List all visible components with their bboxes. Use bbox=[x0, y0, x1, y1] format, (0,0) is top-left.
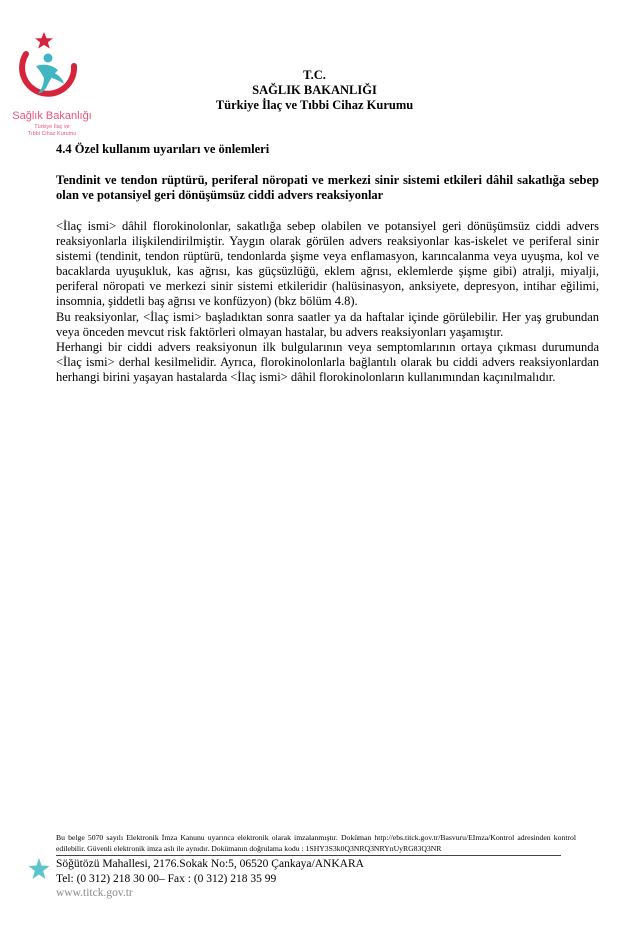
footer-address: Söğütözü Mahallesi, 2176.Sokak No:5, 06520 Çankaya/ANKARA bbox=[56, 858, 364, 870]
logo-title: Sağlık Bakanlığı bbox=[12, 110, 92, 122]
paragraph-2: Bu reaksiyonlar, <İlaç ismi> başladıktan sonra saatler ya da haftalar içinde görülebilir. Her yaş grubundan veya önceden mevcut risk faktörleri olmayan hastalar, bu advers reaksiyonları yaşamıştır. bbox=[56, 309, 599, 339]
section-title: 4.4 Özel kullanım uyarıları ve önlemleri bbox=[56, 142, 270, 156]
e-signature-note: Bu belge 5070 sayılı Elektronik İmza Kanunu uyarınca elektronik olarak imzalanmıştır. Doküman http://ebs.titck.gov.tr/Basvuru/EImza/Kontrol adresinden kontrol edilebilir. Güvenli elektronik imza aslı ile aynıdır. Dokümanın doğrulama kodu : 1SHY3S3k0Q3NRQ3NRYnUyRG83Q3NR bbox=[56, 833, 576, 853]
document-header bbox=[0, 68, 629, 113]
footer-phone: Tel: (0 312) 218 30 00– Fax : (0 312) 218 35 99 bbox=[56, 872, 277, 885]
header-agency: Türkiye İlaç ve Tıbbi Cihaz Kurumu bbox=[215, 98, 414, 112]
paragraph-1: <İlaç ismi> dâhil florokinolonlar, sakatlığa sebep olabilen ve potansiyel geri dönüşümsüz ciddi advers reaksiyonlarla ilişkilendirilmiştir. Yaygın olarak görülen advers reaksiyonlar kas-iskelet ve periferal sinir sistemi (tendinit, tendon rüptürü, tendonlarda şişme veya enflamasyon, karıncalanma veya uyuşma, kol ve bacaklarda uyuşukluk, kas ağrısı, kas güçsüzlüğü, eklem ağrısı, eklemlerde şişme gibi) atralji, miyalji, periferal nöropati ve merkezi sinir sistemi etkileridir (halüsinasyon, anksiyete, depresyon, intihar eğilimi, insomnia, şiddetli baş ağrısı ve konfüzyon) (bkz bölüm 4.8). bbox=[56, 219, 599, 309]
logo-subtitle-line1: Türkiye İlaç ve bbox=[34, 124, 70, 130]
document-body bbox=[56, 142, 599, 385]
star-icon bbox=[28, 858, 50, 880]
header-ministry: SAĞLIK BAKANLIĞI bbox=[252, 83, 377, 97]
header-tc: T.C. bbox=[303, 68, 326, 82]
footer-divider bbox=[56, 855, 561, 856]
footer-contact bbox=[56, 857, 364, 901]
paragraph-3: Herhangi bir ciddi advers reaksiyonun ilk bulgularının veya semptomlarının ortaya çıkması durumunda <İlaç ismi> derhal kesilmelidir. Ayrıca, florokinolonlarla bağlantılı olarak bu ciddi advers reaksiyonlardan herhangi birini yaşayan hastalarda <İlaç ismi> dâhil florokinolonların kullanımından kaçınılmalıdır. bbox=[56, 339, 599, 384]
logo-subtitle-line2: Tıbbi Cihaz Kurumu bbox=[27, 130, 77, 137]
section-subtitle: Tendinit ve tendon rüptürü, periferal nöropati ve merkezi sinir sistemi etkileri dâhil sakatlığa sebep olan ve potansiyel geri dönüşümsüz ciddi advers reaksiyonlar bbox=[56, 173, 599, 202]
logo-subtitle bbox=[8, 124, 96, 137]
footer-website-link[interactable]: www.titck.gov.tr bbox=[56, 887, 133, 899]
